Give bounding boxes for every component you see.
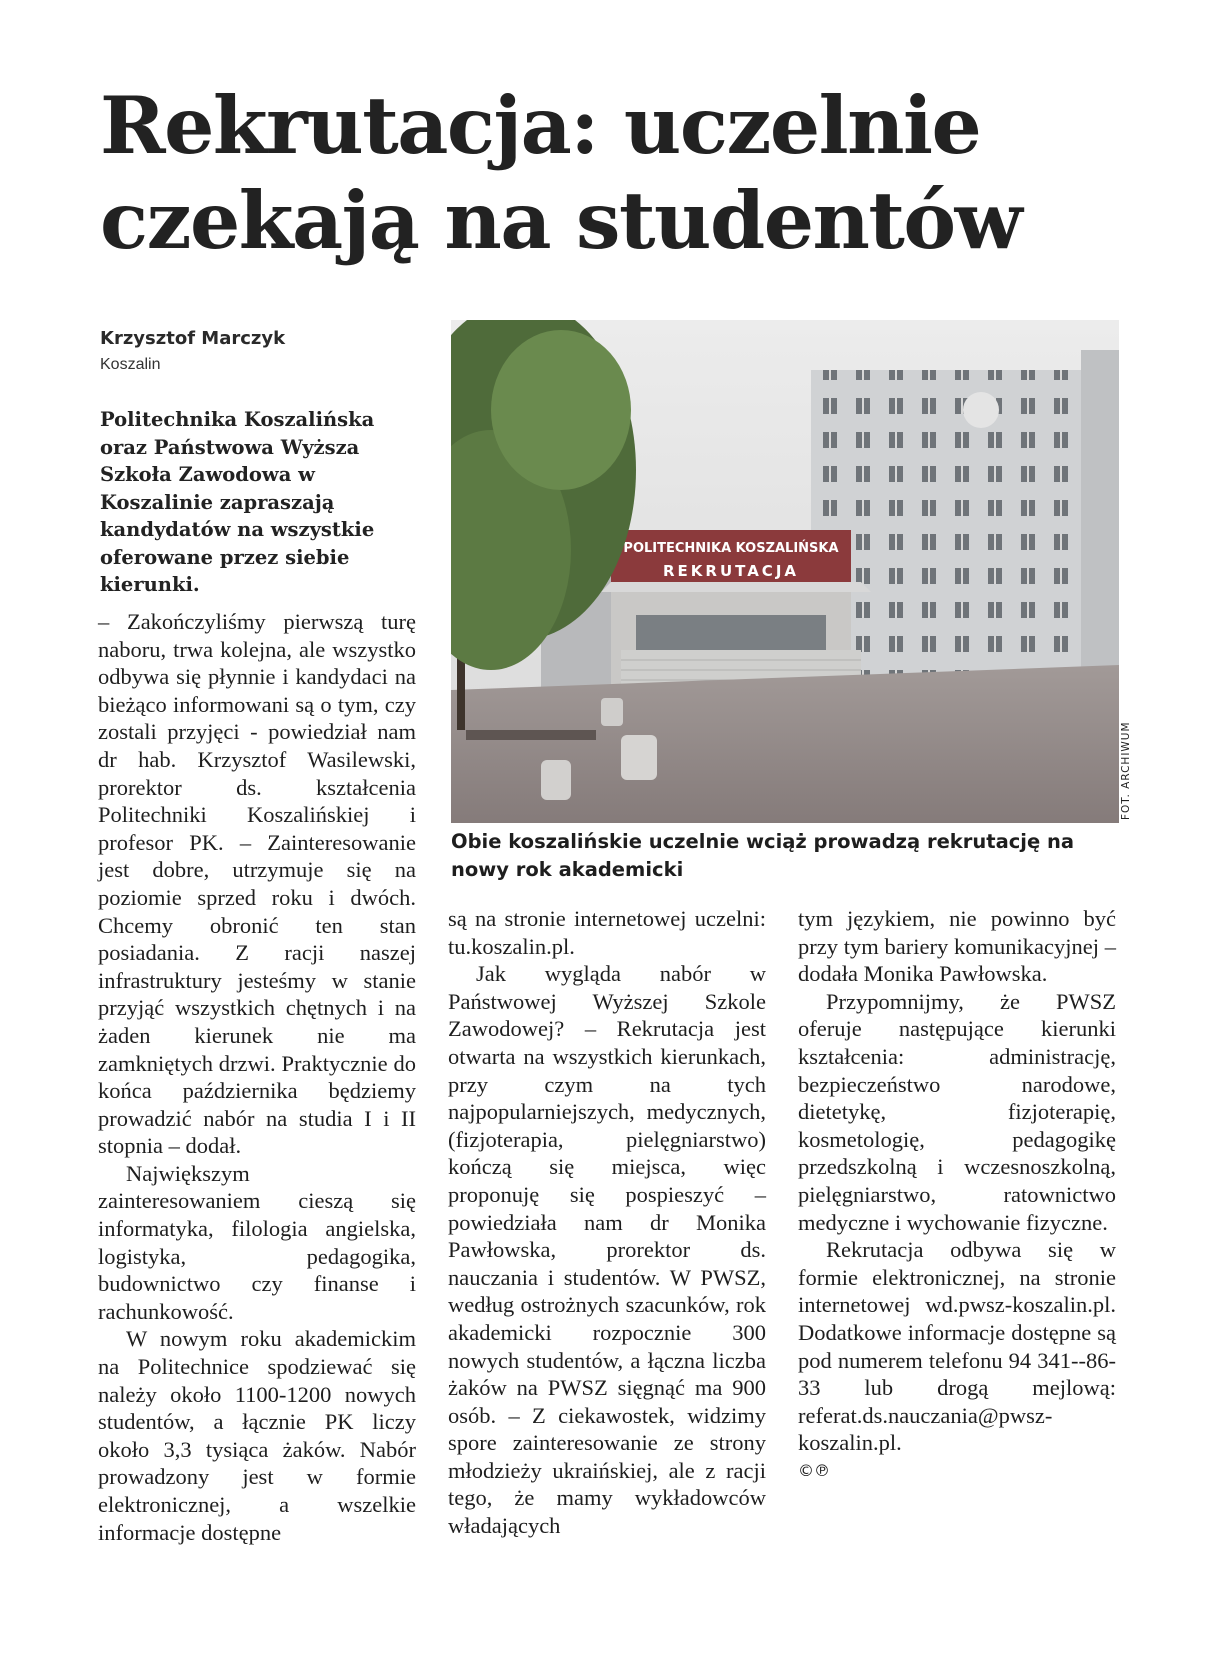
- column-2-paragraph-2: Jak wygląda nabór w Państwowej Wyższej Szkole Zawodowej? – Rekrutacja jest otwarta na wszystkich kierunkach, przy czym na tych najpopularniejszych, medycznych, (fizjoterapia, pielęgniarstwo) kończą się miejsca, więc proponuję się pospieszyć – powiedziała nam dr Monika Pawłowska, prorektor ds. nauczania i studentów. W PWSZ, według ostrożnych szacunków, rok akademicki rozpocznie 300 nowych studentów, a łączna liczba żaków na PWSZ sięgnąć ma 900 osób. – Z ciekawostek, widzimy spore zainteresowanie ze strony młodzieży ukraińskiej, ale z racji tego, że mamy wykładowców władających: [448, 961, 766, 1539]
- column-3-paragraph-2: Przypomnijmy, że PWSZ oferuje następujące kierunki kształcenia: administrację, bezpieczeństwo narodowe, dietetykę, fizjoterapię, kosmetologię, pedagogikę przedszkolną i wczesnoszkolną, pielęgniarstwo, ratownictwo medyczne i wychowanie fizyczne.: [798, 988, 1116, 1235]
- lead-paragraph: Politechnika Koszalińska oraz Państwowa Wyższa Szkoła Zawodowa w Koszalinie zapraszają kandydatów na wszystkie oferowane przez siebie kierunki.: [100, 408, 375, 596]
- sign-recruitment: REKRUTACJA: [662, 562, 800, 580]
- column-2-paragraph-1: są na stronie internetowej uczelni: tu.koszalin.pl.: [448, 906, 766, 959]
- column-3-paragraph-3: Rekrutacja odbywa się w formie elektronicznej, na stronie internetowej wd.pwsz-koszalin.pl. Dodatkowe informacje dostępne są pod numerem telefonu 94 341--86-33 lub drogą mejlową: referat.ds.nauczania@pwsz-koszalin.pl.: [798, 1237, 1116, 1456]
- column-3-paragraph-1: tym językiem, nie powinno być przy tym bariery komunikacyjnej – dodała Monika Pawłowska.: [798, 906, 1116, 987]
- photo-caption: Obie koszalińskie uczelnie wciąż prowadzą rekrutację na nowy rok akademicki: [451, 830, 1075, 881]
- author-name: Krzysztof Marczyk: [100, 328, 286, 349]
- headline: [100, 78, 1120, 268]
- sign-university-name: POLITECHNIKA KOSZALIŃSKA: [623, 541, 839, 556]
- column-1-paragraph-2: Największym zainteresowaniem cieszą się informatyka, filologia angielska, logistyka, pedagogika, budownictwo czy finanse i rachunkowość.: [98, 1160, 416, 1324]
- column-1-paragraph-3: W nowym roku akademickim na Politechnice spodziewać się należy około 1100-1200 nowych studentów, a łącznie PK liczy około 3,3 tysiąca żaków. Nabór prowadzony jest w formie elektronicznej, a wszelkie informacje dostępne: [98, 1326, 416, 1545]
- headline-line-2: czekają na studentów: [100, 174, 1022, 267]
- text-column-3: [798, 905, 1116, 1484]
- author-location: Koszalin: [100, 356, 161, 373]
- building-photo: [451, 320, 1119, 823]
- headline-line-1: Rekrutacja: uczelnie: [100, 79, 981, 172]
- copyright-mark: ©℗: [798, 1460, 830, 1480]
- column-1-paragraph-1: – Zakończyliśmy pierwszą turę naboru, trwa kolejna, ale wszystko odbywa się płynnie i kandydaci na bieżąco informowani są o tym, czy zostali przyjęci - powiedział nam dr hab. Krzysztof Wasilewski, prorektor ds. kształcenia Politechniki Koszalińskiej i profesor PK. – Zainteresowanie jest dobre, utrzymuje się na poziomie sprzed roku i dwóch. Chcemy obronić ten stan posiadania. Z racji naszej infrastruktury jesteśmy w stanie przyjąć wszystkich chętnych i na żaden kierunek nie ma zamkniętych drzwi. Praktycznie do końca października będziemy prowadzić nabór na studia I i II stopnia – dodał.: [98, 609, 416, 1159]
- text-column-1: [98, 608, 416, 1546]
- text-column-2: [448, 905, 766, 1540]
- photo-credit: FOT. ARCHIWUM: [1120, 721, 1132, 820]
